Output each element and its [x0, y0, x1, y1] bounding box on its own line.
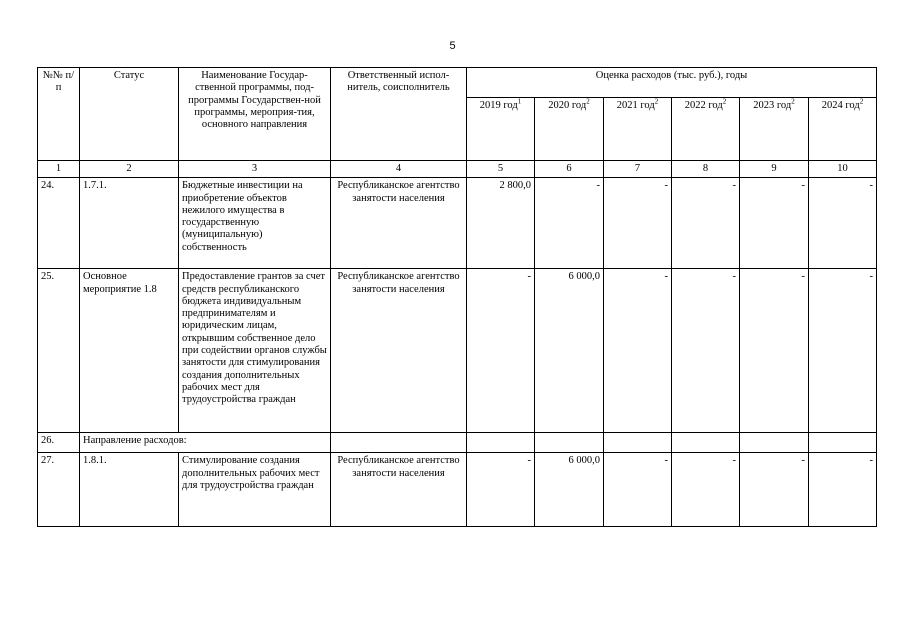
header-year-2019: 2019 год$^1$: [467, 98, 535, 161]
header-status: Статус: [80, 68, 179, 161]
column-number: 4: [331, 161, 467, 178]
header-responsible: Ответственный испол-нитель, соисполнитель: [331, 68, 467, 161]
header-row-top: [38, 68, 877, 98]
row-empty-cell: [740, 433, 809, 453]
row-empty-cell: [604, 433, 672, 453]
row-no: 26.: [38, 433, 80, 453]
table-row: [38, 178, 877, 269]
table-row-direction: [38, 433, 877, 453]
header-name: Наименование Государ-ственной программы, под-программы Государствен-ной программы, мероприя-тия, основного направления: [179, 68, 331, 161]
column-number: 9: [740, 161, 809, 178]
column-number: 6: [535, 161, 604, 178]
header-year-2022: 2022 год$^2$: [672, 98, 740, 161]
column-number: 5: [467, 161, 535, 178]
row-no: 27.: [38, 453, 80, 527]
value-2020: 6 000,0: [535, 453, 604, 527]
row-direction-label: Направление расходов:: [80, 433, 331, 453]
row-status: Основное мероприятие 1.8: [80, 269, 179, 433]
page-number: 5: [449, 40, 456, 52]
value-2023: -: [740, 178, 809, 269]
value-2019: -: [467, 269, 535, 433]
value-2024: -: [809, 269, 877, 433]
table-row: [38, 453, 877, 527]
header-no: №№ п/п: [38, 68, 80, 161]
value-2019: 2 800,0: [467, 178, 535, 269]
row-status: 1.8.1.: [80, 453, 179, 527]
column-number: 7: [604, 161, 672, 178]
column-number-row: [38, 161, 877, 178]
row-name: Предоставление грантов за счет средств республиканского бюджета индивидуальным предпринимателям и юридическим лицам, открывшим собственное дело при содействии органов службы занятости для стимулирования создания дополнительных рабочих мест для трудоустройства граждан: [179, 269, 331, 433]
row-name: Бюджетные инвестиции на приобретение объектов нежилого имущества в государственную (муниципальную) собственность: [179, 178, 331, 269]
header-year-2021: 2021 год$^2$: [604, 98, 672, 161]
value-2024: -: [809, 178, 877, 269]
row-empty-cell: [467, 433, 535, 453]
value-2023: -: [740, 453, 809, 527]
row-no: 24.: [38, 178, 80, 269]
column-number: 2: [80, 161, 179, 178]
header-costs: Оценка расходов (тыс. руб.), годы: [467, 68, 877, 98]
row-empty-cell: [809, 433, 877, 453]
row-status: 1.7.1.: [80, 178, 179, 269]
expense-table: [37, 67, 877, 527]
value-2021: -: [604, 269, 672, 433]
header-year-2020: 2020 год$^2$: [535, 98, 604, 161]
row-empty-cell: [331, 433, 467, 453]
value-2022: -: [672, 269, 740, 433]
column-number: 3: [179, 161, 331, 178]
row-responsible: Республиканское агентство занятости населения: [331, 178, 467, 269]
value-2021: -: [604, 453, 672, 527]
row-name: Стимулирование создания дополнительных рабочих мест для трудоустройства граждан: [179, 453, 331, 527]
value-2020: -: [535, 178, 604, 269]
column-number: 10: [809, 161, 877, 178]
column-number: 1: [38, 161, 80, 178]
value-2022: -: [672, 178, 740, 269]
row-responsible: Республиканское агентство занятости населения: [331, 453, 467, 527]
value-2021: -: [604, 178, 672, 269]
value-2024: -: [809, 453, 877, 527]
value-2022: -: [672, 453, 740, 527]
header-year-2023: 2023 год$^2$: [740, 98, 809, 161]
row-responsible: Республиканское агентство занятости населения: [331, 269, 467, 433]
table-row: [38, 269, 877, 433]
value-2019: -: [467, 453, 535, 527]
row-empty-cell: [535, 433, 604, 453]
header-year-2024: 2024 год$^2$: [809, 98, 877, 161]
row-no: 25.: [38, 269, 80, 433]
value-2023: -: [740, 269, 809, 433]
column-number: 8: [672, 161, 740, 178]
value-2020: 6 000,0: [535, 269, 604, 433]
row-empty-cell: [672, 433, 740, 453]
